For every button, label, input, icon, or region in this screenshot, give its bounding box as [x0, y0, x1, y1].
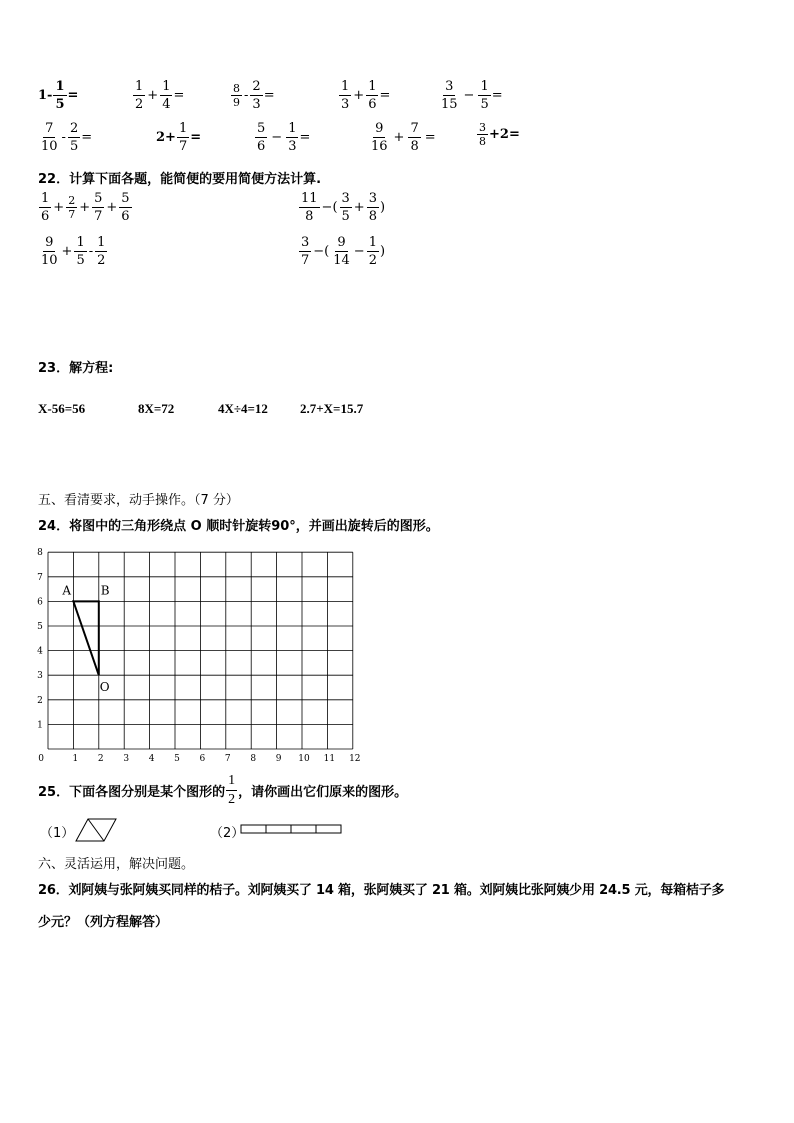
y-tick-label: 4 — [37, 646, 43, 657]
question-22-title: 22．计算下面各题，能简便的要用简便方法计算. — [38, 172, 322, 187]
question-24-title: 24．将图中的三角形绕点 O 顺时针旋转90°，并画出旋转后的图形。 — [38, 519, 439, 534]
section-6-title: 六、灵活运用，解决问题。 — [38, 857, 195, 872]
y-tick-label: 1 — [37, 720, 43, 731]
lead-term: 1- — [38, 88, 53, 103]
x-tick-label: 4 — [148, 754, 155, 762]
fraction: $\frac{8}{9}$ — [233, 82, 240, 109]
fraction: $\frac{3}{15}$ — [441, 79, 458, 112]
x-tick-label: 1 — [72, 754, 79, 762]
x-tick-label: 11 — [323, 754, 336, 762]
equation-2: 8X=72 — [138, 401, 175, 416]
fraction: $\frac{2}{5}$ — [69, 121, 79, 154]
segmented-strip-figure — [240, 823, 344, 837]
exercise-r2-2: 2+ $\frac{1}{7}$ = — [156, 121, 202, 154]
equals-sign: = — [67, 88, 79, 103]
grid-lines — [48, 552, 353, 749]
equation-3: 4X÷4=12 — [218, 401, 268, 416]
fraction: $\frac{1}{5}$ — [480, 79, 489, 112]
fraction: $\frac{7}{10}$ — [41, 121, 58, 154]
point-label-B: B — [100, 583, 110, 598]
coordinate-grid — [34, 544, 364, 762]
equation-4: 2.7+X=15.7 — [300, 401, 364, 416]
question-23-title: 23．解方程: — [38, 361, 114, 376]
exercise-r2-5: $\frac{3}{8}$ +2= — [479, 121, 520, 148]
exercise-r2-1: $\frac{7}{10}$ - $\frac{2}{5}$ = — [41, 121, 93, 154]
x-tick-label: 0 — [38, 754, 44, 762]
y-tick-label: 8 — [37, 548, 43, 559]
exercise-r2-4: $\frac{9}{16}$ + $\frac{7}{8}$ = — [371, 121, 436, 154]
question-25-title: 25．下面各图分别是某个图形的 $\frac{1}{2}$ ，请你画出它们原来的图形。 — [38, 773, 408, 807]
x-tick-label: 6 — [199, 754, 206, 762]
y-tick-label: 3 — [37, 671, 43, 682]
fraction: $\frac{1}{5}$ — [55, 79, 65, 112]
x-tick-label: 12 — [349, 754, 361, 762]
fraction: $\frac{5}{6}$ — [257, 121, 266, 154]
fraction: $\frac{9}{16}$ — [371, 121, 388, 154]
exercise-r1-5: $\frac{3}{15}$ − $\frac{1}{5}$ = — [441, 79, 503, 112]
exercise-r2-3: $\frac{5}{6}$ − $\frac{1}{3}$ = — [257, 121, 311, 154]
fraction: $\frac{1}{3}$ — [341, 79, 350, 112]
fraction: $\frac{1}{4}$ — [162, 79, 171, 112]
figure-2-label: （2） — [210, 826, 245, 841]
question-26-line-1: 26．刘阿姨与张阿姨买同样的桔子。刘阿姨买了 14 箱，张阿姨买了 21 箱。刘阿姨比张阿姨少用 24.5 元，每箱桔子多 — [38, 883, 725, 898]
y-tick-label: 2 — [37, 695, 43, 706]
parallelogram-figure — [74, 817, 118, 843]
y-tick-label: 7 — [37, 572, 43, 583]
x-tick-label: 7 — [224, 754, 231, 762]
point-label-A: A — [62, 583, 72, 598]
axis-labels — [37, 548, 360, 762]
parallelogram-diagonal — [88, 819, 104, 841]
x-tick-label: 3 — [123, 754, 130, 762]
q22-expression-c: $\frac{9}{10}$ + $\frac{1}{5}$ - $\frac{1}{2}$ — [41, 235, 106, 268]
fraction: $\frac{1}{7}$ — [178, 121, 188, 154]
equation-1: X-56=56 — [38, 401, 86, 416]
section-5-title: 五、看清要求，动手操作。（7 分） — [38, 493, 239, 508]
exercise-r1-4: $\frac{1}{3}$ + $\frac{1}{6}$ = — [341, 79, 391, 112]
q22-expression-d: $\frac{3}{7}$ −( $\frac{9}{14}$ − $\frac{1}{2}$ ) — [301, 235, 386, 268]
fraction: $\frac{7}{8}$ — [410, 121, 419, 154]
y-tick-label: 6 — [37, 597, 43, 608]
fraction: $\frac{2}{3}$ — [252, 79, 261, 112]
point-label-O: O — [99, 680, 110, 695]
triangle-figure — [61, 583, 109, 694]
exercise-r1-1 — [38, 80, 78, 111]
y-tick-label: 5 — [37, 622, 43, 632]
fraction: $\frac{1}{3}$ — [288, 121, 297, 154]
fraction: $\frac{3}{8}$ — [479, 121, 486, 148]
x-tick-label: 9 — [275, 754, 282, 762]
exercise-r1-3: $\frac{8}{9}$ - $\frac{2}{3}$ = — [233, 79, 275, 112]
x-tick-label: 5 — [174, 754, 180, 762]
x-tick-label: 2 — [97, 754, 104, 762]
q22-expression-a: $\frac{1}{6}$ + $\frac{2}{7}$ + $\frac{5}{7}$ + $\frac{5}{6}$ — [41, 191, 130, 224]
x-tick-label: 8 — [250, 754, 257, 762]
fraction: $\frac{1}{6}$ — [368, 79, 377, 112]
triangle-ABO — [73, 601, 98, 675]
question-26-line-2: 少元？（列方程解答） — [38, 915, 169, 930]
x-tick-label: 10 — [298, 754, 310, 762]
q22-expression-b: $\frac{11}{8}$ −( $\frac{3}{5}$ + $\frac{3}{8}$ ) — [301, 191, 386, 224]
exercise-r1-2: $\frac{1}{2}$ + $\frac{1}{4}$ = — [135, 79, 185, 112]
fraction: $\frac{1}{2}$ — [135, 79, 144, 112]
figure-1-label: （1） — [40, 826, 75, 841]
